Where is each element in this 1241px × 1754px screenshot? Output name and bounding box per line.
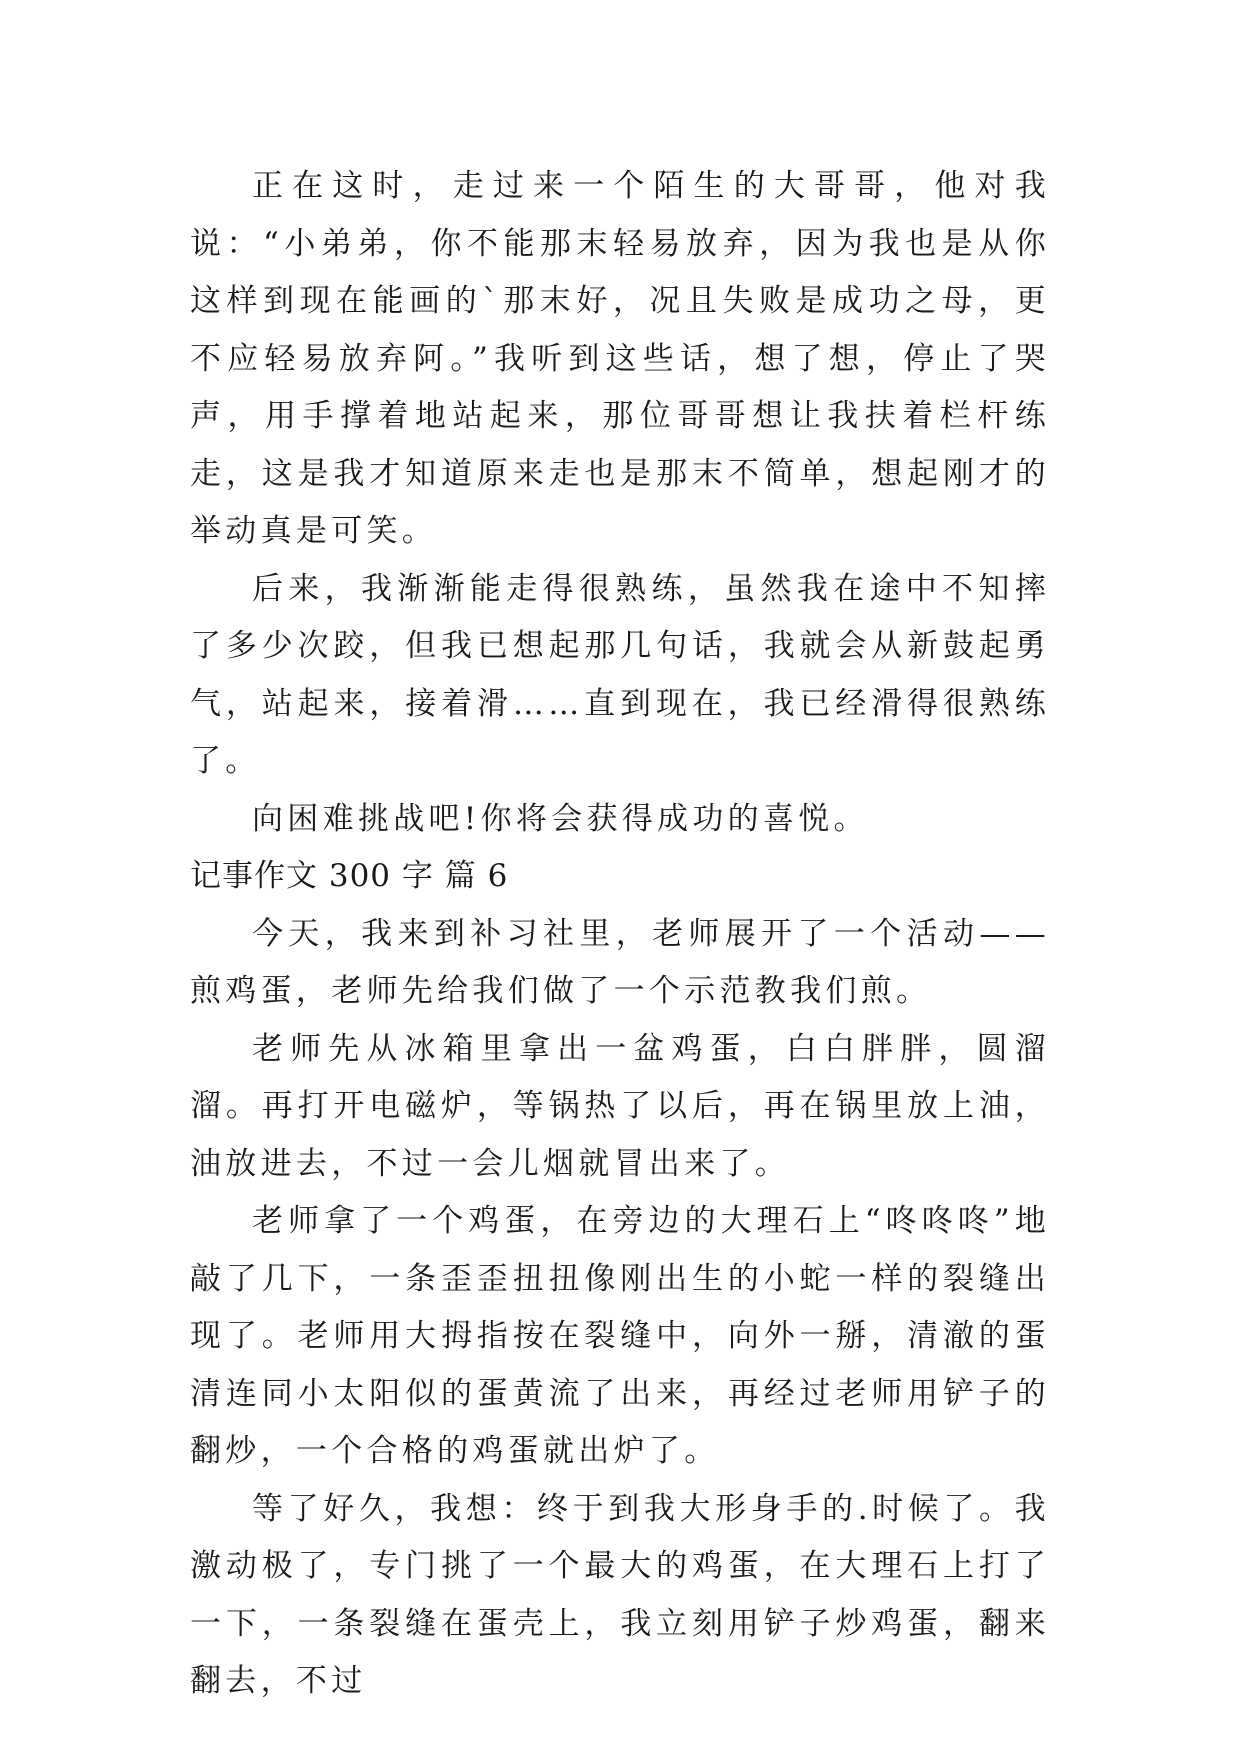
paragraph: 向困难挑战吧!你将会获得成功的喜悦。 [252,800,869,837]
paragraph: 老师拿了一个鸡蛋，在旁边的大理石上“咚咚咚”地敲了几下，一条歪歪扭扭像刚出生的小蛇一样的裂缝出现了。老师用大拇指按在裂缝中，向外一掰，清澈的蛋清连同小太阳似的蛋黄流了出来，再经过老师用铲子的翻炒，一个合格的鸡蛋就出炉了。 [190,1203,1050,1469]
section-heading: 记事作文 300 字 篇 6 [190,858,509,894]
paragraph: 正在这时，走过来一个陌生的大哥哥，他对我说：“小弟弟，你不能那末轻易放弃，因为我也是从你这样到现在能画的`那末好，况且失败是成功之母，更不应轻易放弃阿。”我听到这些话，想了想，停止了哭声，用手撑着地站起来，那位哥哥想让我扶着栏杆练走，这是我才知道原来走也是那末不简单，想起刚才的举动真是可笑。 [190,168,1050,549]
paragraph: 后来，我渐渐能走得很熟练，虽然我在途中不知摔了多少次跤，但我已想起那几句话，我就会从新鼓起勇气，站起来，接着滑……直到现在，我已经滑得很熟练了。 [190,570,1050,779]
document-body [190,158,1050,1711]
paragraph: 老师先从冰箱里拿出一盆鸡蛋，白白胖胖，圆溜溜。再打开电磁炉，等锅热了以后，再在锅里放上油，油放进去，不过一会儿烟就冒出来了。 [190,1030,1050,1182]
paragraph: 等了好久，我想：终于到我大形身手的.时候了。我激动极了，专门挑了一个最大的鸡蛋，在大理石上打了一下，一条裂缝在蛋壳上，我立刻用铲子炒鸡蛋，翻来翻去，不过 [190,1490,1050,1699]
paragraph: 今天，我来到补习社里，老师展开了一个活动——煎鸡蛋，老师先给我们做了一个示范教我们煎。 [190,915,1050,1009]
